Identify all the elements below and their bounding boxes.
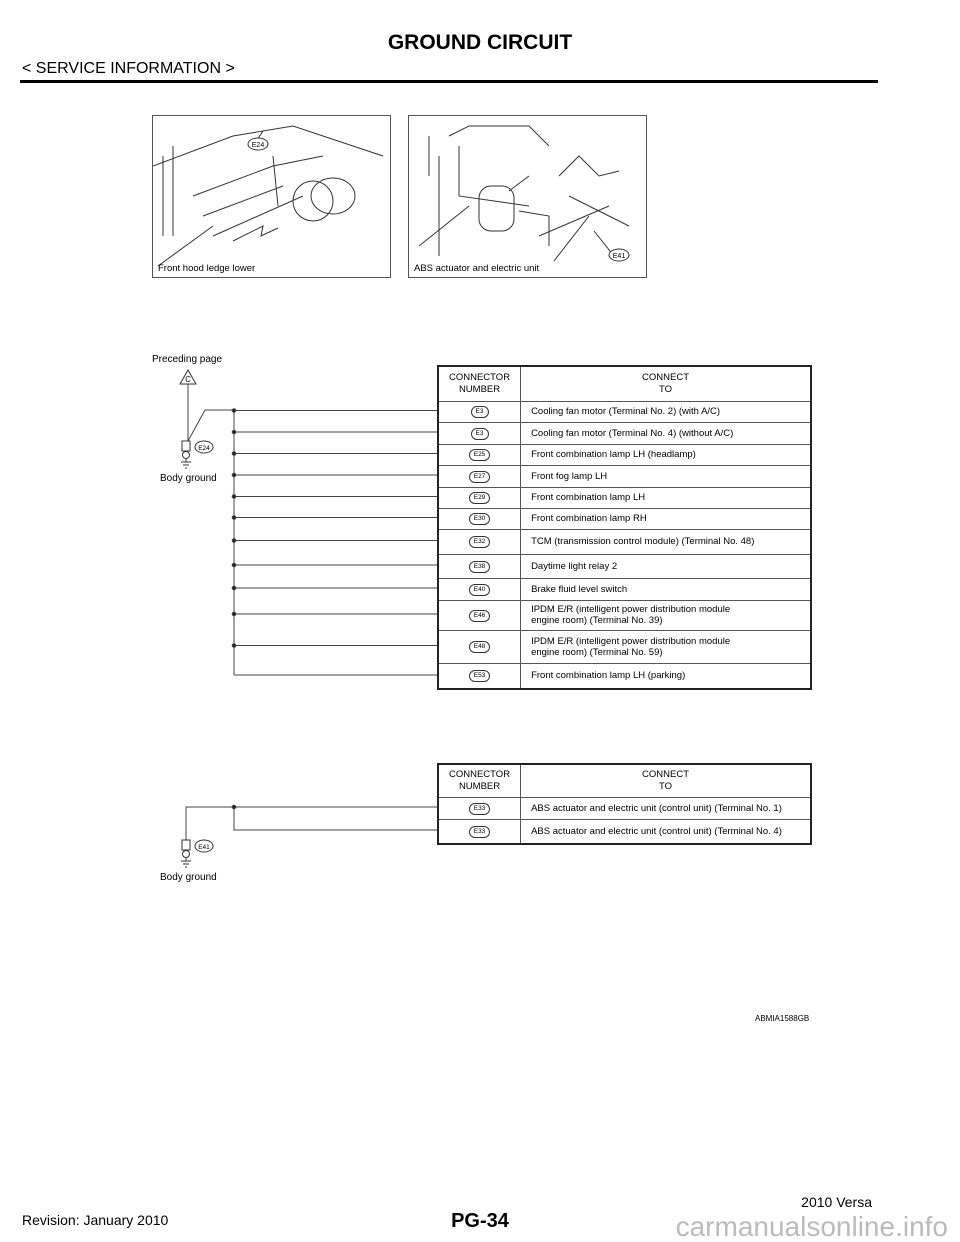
footer-revision: Revision: January 2010: [22, 1212, 169, 1228]
connector-badge: E33: [469, 826, 491, 838]
junction-dot: [232, 563, 236, 567]
connector-badge: E3: [471, 428, 489, 440]
connector-cell: [438, 554, 521, 578]
watermark: carmanualsonline.info: [675, 1211, 948, 1242]
connector-cell: [438, 663, 521, 689]
table-row: [438, 529, 811, 554]
photo-caption: Front hood ledge lower: [158, 263, 256, 274]
connector-cell: [438, 529, 521, 554]
connector-badge: E40: [469, 584, 491, 596]
connector-cell: [438, 487, 521, 508]
connector-badge: E27: [469, 471, 491, 483]
wire-group-2: [186, 805, 437, 840]
svg-text:C: C: [185, 375, 191, 384]
connect-to-cell: Daytime light relay 2: [521, 554, 811, 578]
connect-to-cell: ABS actuator and electric unit (control unit) (Terminal No. 4): [521, 819, 811, 844]
table-row: [438, 401, 811, 422]
junction-dot: [232, 452, 236, 456]
connector-badge: E3: [471, 406, 489, 418]
connect-to-cell: Cooling fan motor (Terminal No. 4) (without A/C): [521, 422, 811, 444]
body-ground-label: Body ground: [160, 473, 217, 484]
junction-dot: [232, 473, 236, 477]
ground-symbol-e24: [181, 441, 213, 468]
connector-table-2: [437, 763, 812, 845]
svg-text:E41: E41: [612, 253, 626, 260]
junction-dot: [232, 586, 236, 590]
page-number: PG-34: [451, 1210, 509, 1232]
body-ground-label: Body ground: [160, 872, 217, 883]
junction-dot: [232, 644, 236, 648]
junction-dot: [232, 516, 236, 520]
connector-badge: E38: [469, 561, 491, 573]
connect-to-cell: Front combination lamp LH: [521, 487, 811, 508]
junction-dot: [232, 409, 236, 413]
junction-dot: [232, 539, 236, 543]
table-row: [438, 578, 811, 600]
table-row: [438, 508, 811, 529]
footer-model: 2010 Versa: [801, 1194, 872, 1210]
connector-triangle-c: [180, 370, 196, 384]
connector-cell: [438, 630, 521, 663]
table-row: [438, 554, 811, 578]
connector-cell: [438, 797, 521, 819]
connect-to-cell: Front combination lamp RH: [521, 508, 811, 529]
table-row: [438, 630, 811, 663]
table-row: [438, 422, 811, 444]
page-title: GROUND CIRCUIT: [387, 31, 573, 54]
table-row: [438, 487, 811, 508]
connector-cell: [438, 578, 521, 600]
connect-to-cell: Front fog lamp LH: [521, 465, 811, 487]
connect-to-cell: Front combination lamp LH (headlamp): [521, 444, 811, 465]
figure-reference: ABMIA1588GB: [755, 1014, 810, 1023]
connector-badge: E25: [469, 449, 491, 461]
header-connect-to: CONNECT TO: [521, 764, 811, 797]
table-row: [438, 819, 811, 844]
connector-cell: [438, 508, 521, 529]
connector-cell: [438, 444, 521, 465]
connect-to-cell: IPDM E/R (intelligent power distribution module engine room) (Terminal No. 39): [521, 600, 811, 630]
table-row: [438, 797, 811, 819]
connect-to-cell: Front combination lamp LH (parking): [521, 663, 811, 689]
section-label: < SERVICE INFORMATION >: [22, 60, 235, 77]
connector-badge: E30: [469, 513, 491, 525]
connect-to-cell: IPDM E/R (intelligent power distribution module engine room) (Terminal No. 59): [521, 630, 811, 663]
connector-cell: [438, 465, 521, 487]
connect-to-cell: Brake fluid level switch: [521, 578, 811, 600]
wire-ground: [188, 410, 234, 441]
header-connect-to: CONNECT TO: [521, 366, 811, 401]
wire: [186, 807, 437, 840]
connector-cell: [438, 422, 521, 444]
connector-cell: [438, 401, 521, 422]
table-row: [438, 600, 811, 630]
connector-badge: E32: [469, 536, 491, 548]
svg-text:E41: E41: [198, 844, 210, 851]
connector-badge: E33: [469, 803, 491, 815]
header-connector-number: CONNECTOR NUMBER: [438, 366, 521, 401]
table-row: [438, 465, 811, 487]
wire-group-1: [188, 384, 437, 675]
connect-to-cell: TCM (transmission control module) (Terminal No. 48): [521, 529, 811, 554]
ground-symbol-e41: [181, 840, 213, 867]
photo-caption: ABS actuator and electric unit: [414, 263, 540, 274]
junction-dot: [232, 612, 236, 616]
junction-dot: [232, 495, 236, 499]
wire: [234, 807, 437, 830]
svg-text:E24: E24: [251, 142, 265, 149]
connector-badge: E29: [469, 492, 491, 504]
svg-text:E24: E24: [198, 445, 210, 452]
connector-table-1: [437, 365, 812, 690]
connector-badge: E46: [469, 610, 491, 622]
connector-badge: E48: [469, 641, 491, 653]
junction-dot: [232, 805, 236, 809]
preceding-page-label: Preceding page: [152, 354, 223, 365]
connector-badge: E53: [469, 670, 491, 682]
connector-cell: [438, 600, 521, 630]
connector-cell: [438, 819, 521, 844]
connect-to-cell: ABS actuator and electric unit (control unit) (Terminal No. 1): [521, 797, 811, 819]
table-row: [438, 444, 811, 465]
table-row: [438, 663, 811, 689]
connect-to-cell: Cooling fan motor (Terminal No. 2) (with A/C): [521, 401, 811, 422]
header-connector-number: CONNECTOR NUMBER: [438, 764, 521, 797]
junction-dot: [232, 430, 236, 434]
